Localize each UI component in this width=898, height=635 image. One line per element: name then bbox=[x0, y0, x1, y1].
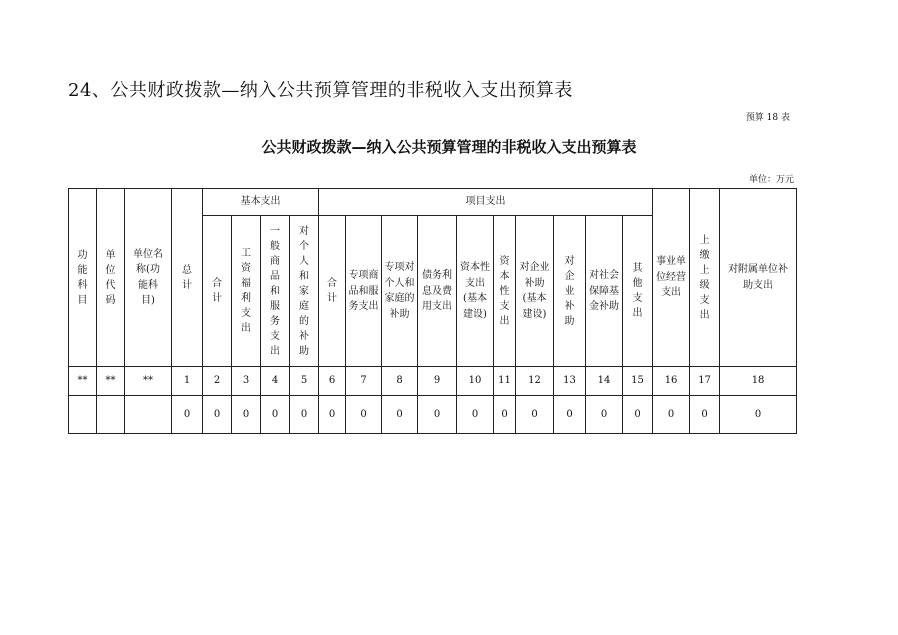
index-cell: 15 bbox=[623, 367, 653, 395]
index-cell: 5 bbox=[290, 367, 319, 395]
index-cell: 16 bbox=[653, 367, 690, 395]
header-basic-individual: 对个人和家庭的补助 bbox=[290, 216, 319, 367]
data-row bbox=[69, 395, 797, 433]
data-cell: 0 bbox=[586, 395, 623, 433]
data-cell: 0 bbox=[290, 395, 319, 433]
header-project-total: 合计 bbox=[319, 216, 346, 367]
data-cell: 0 bbox=[172, 395, 203, 433]
table-number: 预算 18 表 bbox=[745, 113, 790, 123]
header-project-individual: 专项对个人和家庭的补助 bbox=[382, 216, 418, 367]
index-cell: 12 bbox=[516, 367, 554, 395]
index-cell: 18 bbox=[720, 367, 797, 395]
header-business-expense: 事业单位经营支出 bbox=[653, 189, 690, 367]
data-cell: 0 bbox=[382, 395, 418, 433]
header-func-subject: 功能科目 bbox=[69, 189, 97, 367]
header-basic-total: 合计 bbox=[203, 216, 232, 367]
header-project-group: 项目支出 bbox=[319, 189, 653, 216]
index-cell: 4 bbox=[261, 367, 290, 395]
data-cell: 0 bbox=[203, 395, 232, 433]
data-cell: 0 bbox=[346, 395, 382, 433]
header-project-other: 其他支出 bbox=[623, 216, 653, 367]
index-cell: 11 bbox=[494, 367, 516, 395]
data-cell: 0 bbox=[690, 395, 720, 433]
header-basic-goods: 一般商品和服务支出 bbox=[261, 216, 290, 367]
header-project-enterprise-construction: 对企业补助(基本建设) bbox=[516, 216, 554, 367]
index-cell: 9 bbox=[418, 367, 457, 395]
header-row-top bbox=[69, 189, 797, 216]
index-cell: 8 bbox=[382, 367, 418, 395]
index-cell: 14 bbox=[586, 367, 623, 395]
index-cell: 7 bbox=[346, 367, 382, 395]
header-project-debt: 债务利息及费用支出 bbox=[418, 216, 457, 367]
header-unit-code: 单位代码 bbox=[97, 189, 125, 367]
index-cell: 3 bbox=[232, 367, 261, 395]
index-cell: 1 bbox=[172, 367, 203, 395]
unit-label: 单位：万元 bbox=[748, 175, 794, 185]
header-upper-remit: 上缴上级支出 bbox=[690, 189, 720, 367]
header-project-capital: 资本性支出 bbox=[494, 216, 516, 367]
index-row bbox=[69, 367, 797, 395]
index-cell: 10 bbox=[457, 367, 494, 395]
data-cell bbox=[69, 395, 97, 433]
header-unit-name: 单位名称(功能科目) bbox=[125, 189, 172, 367]
header-subsidiary: 对附属单位补助支出 bbox=[720, 189, 797, 367]
index-cell: ** bbox=[69, 367, 97, 395]
data-cell bbox=[125, 395, 172, 433]
data-cell bbox=[97, 395, 125, 433]
data-cell: 0 bbox=[494, 395, 516, 433]
data-cell: 0 bbox=[516, 395, 554, 433]
data-cell: 0 bbox=[623, 395, 653, 433]
data-cell: 0 bbox=[418, 395, 457, 433]
index-cell: 17 bbox=[690, 367, 720, 395]
table-title: 公共财政拨款—纳入公共预算管理的非税收入支出预算表 bbox=[261, 138, 637, 156]
data-cell: 0 bbox=[319, 395, 346, 433]
header-project-goods: 专项商品和服务支出 bbox=[346, 216, 382, 367]
data-cell: 0 bbox=[720, 395, 797, 433]
index-cell: 2 bbox=[203, 367, 232, 395]
index-cell: ** bbox=[125, 367, 172, 395]
index-cell: 13 bbox=[554, 367, 586, 395]
data-cell: 0 bbox=[457, 395, 494, 433]
header-project-capital-construction: 资本性支出(基本建设) bbox=[457, 216, 494, 367]
header-project-enterprise: 对企业补助 bbox=[554, 216, 586, 367]
data-cell: 0 bbox=[554, 395, 586, 433]
header-project-social-security: 对社会保障基金补助 bbox=[586, 216, 623, 367]
index-cell: ** bbox=[97, 367, 125, 395]
header-basic-group: 基本支出 bbox=[203, 189, 319, 216]
data-cell: 0 bbox=[653, 395, 690, 433]
index-cell: 6 bbox=[319, 367, 346, 395]
document-title: 24、公共财政拨款—纳入公共预算管理的非税收入支出预算表 bbox=[68, 80, 573, 101]
header-total: 总计 bbox=[172, 189, 203, 367]
budget-table bbox=[68, 188, 797, 434]
header-basic-salary: 工资福利支出 bbox=[232, 216, 261, 367]
data-cell: 0 bbox=[232, 395, 261, 433]
data-cell: 0 bbox=[261, 395, 290, 433]
